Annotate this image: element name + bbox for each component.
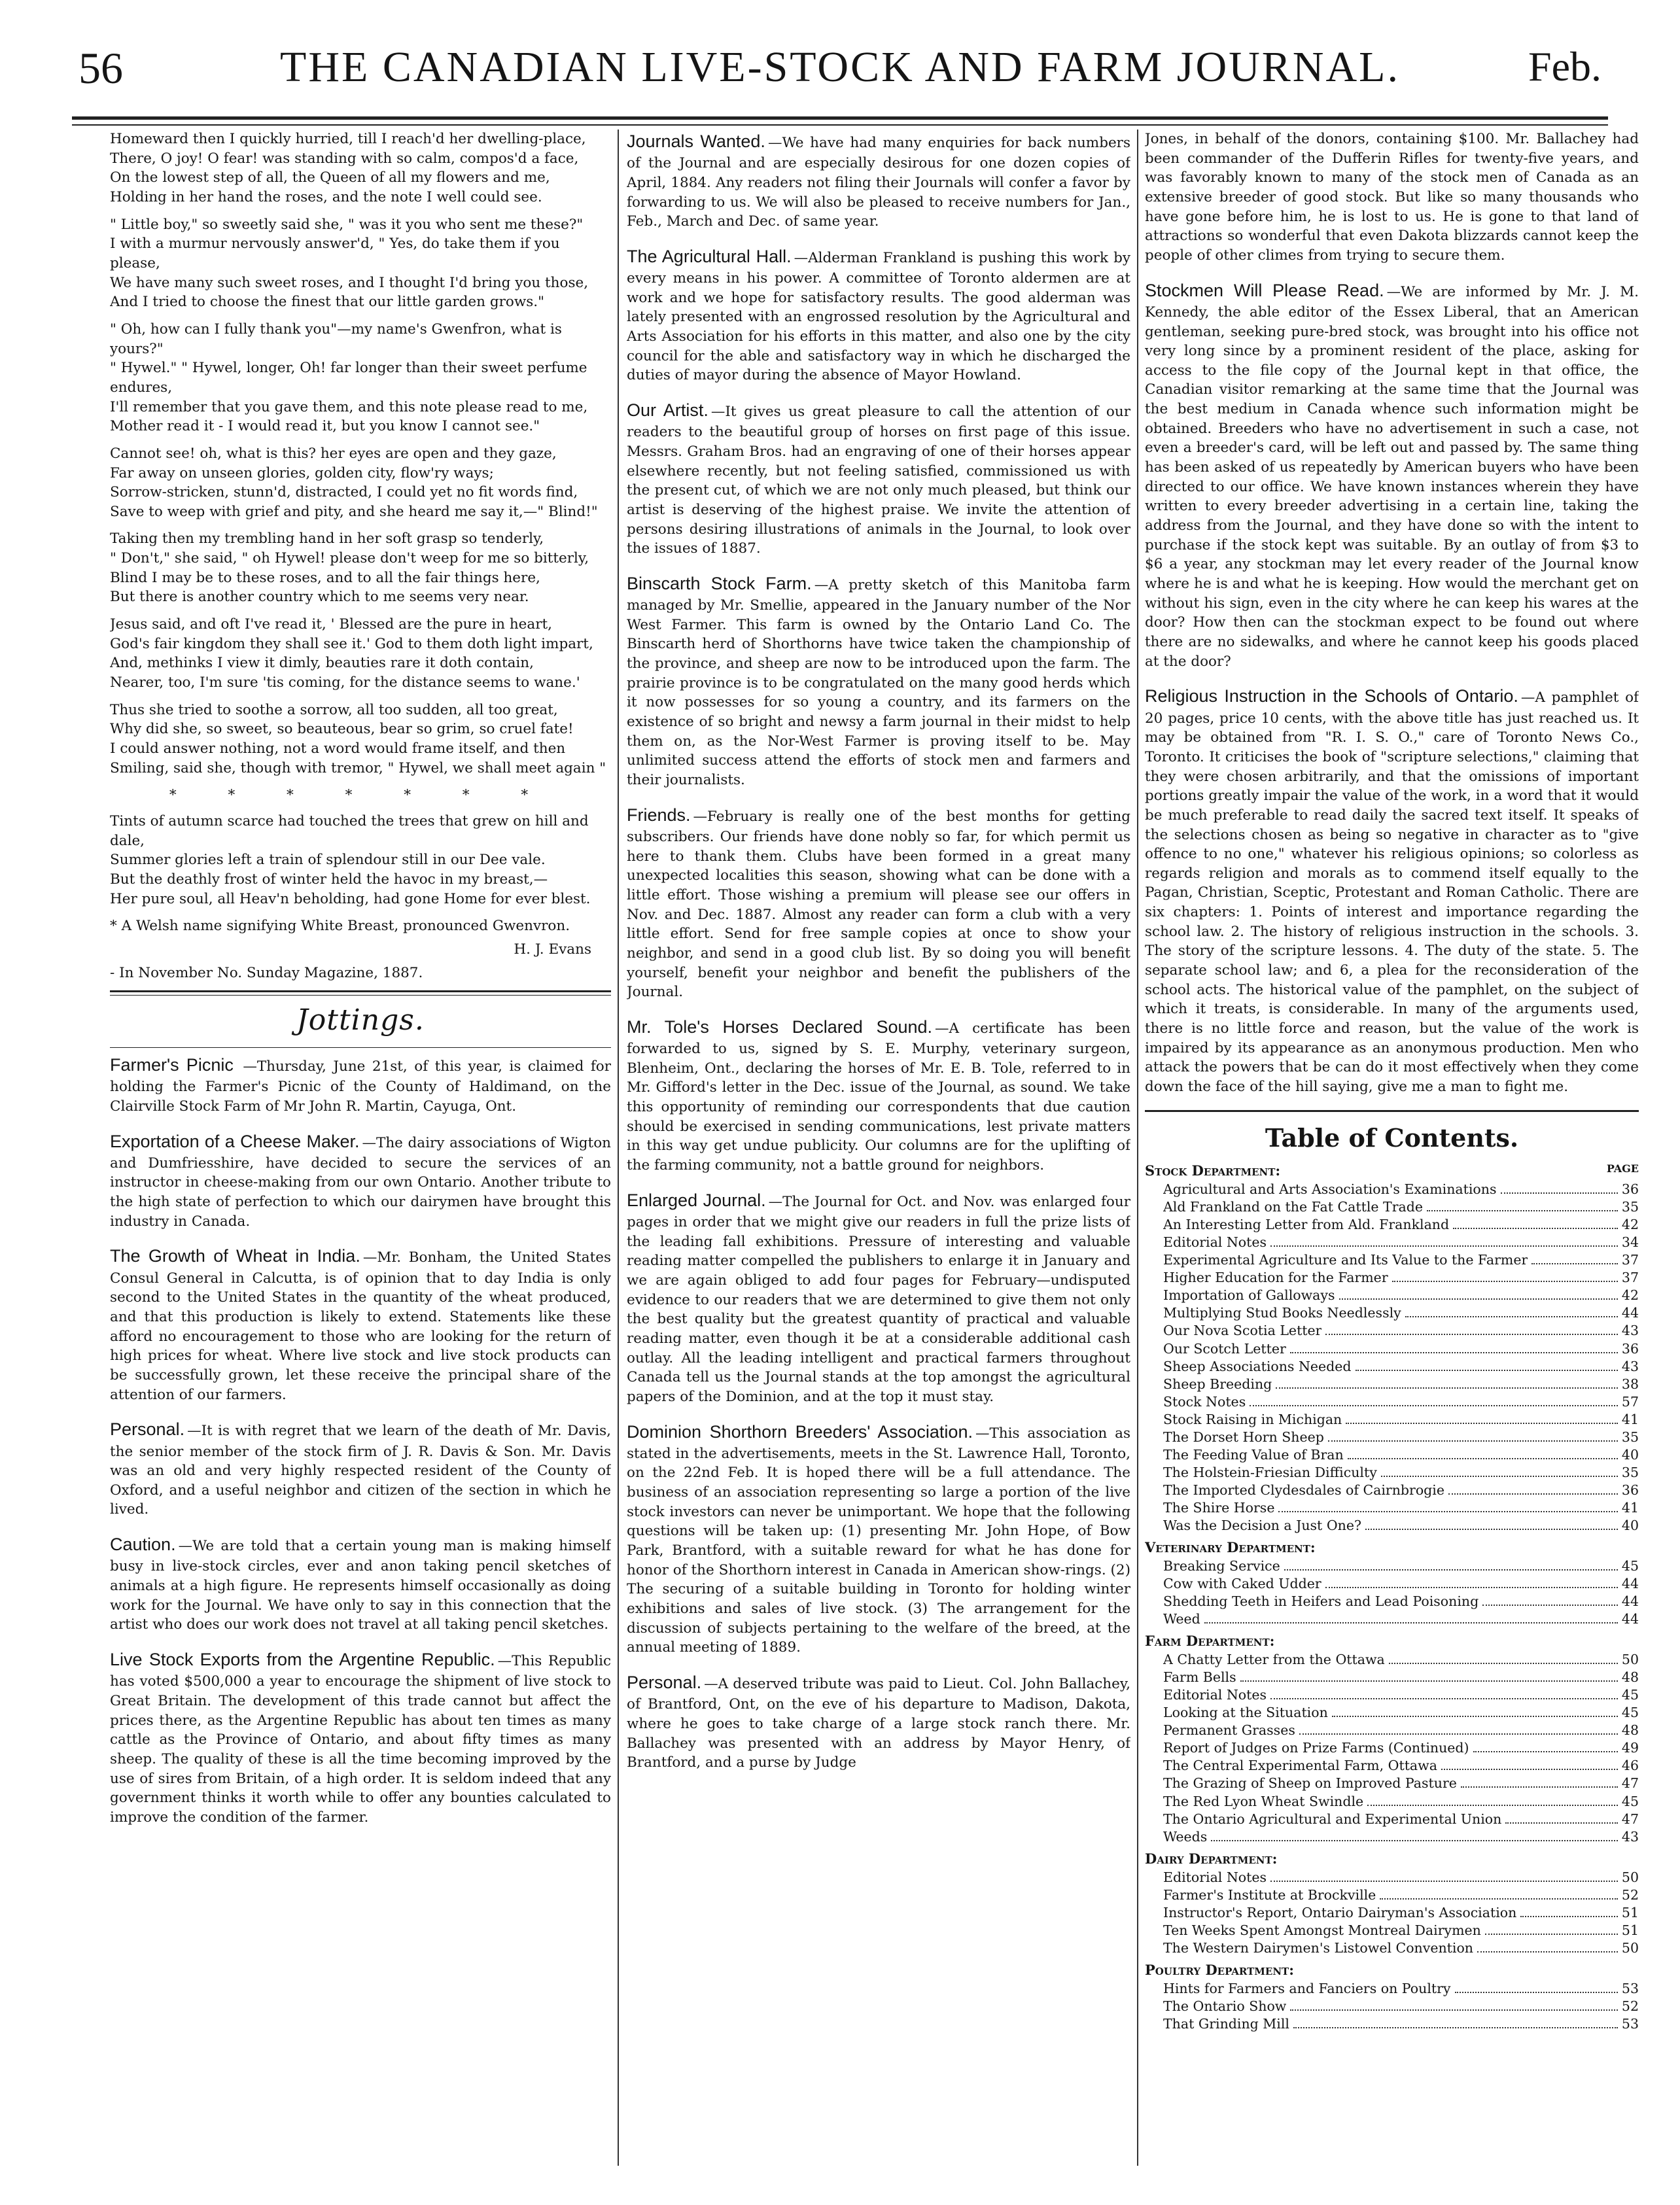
article [110,1533,611,1635]
toc-entry-page: 41 [1621,1411,1639,1427]
toc-entry-page: 48 [1621,1669,1639,1686]
toc-entry [1145,1886,1639,1904]
article [110,1417,611,1519]
article-continuation: Jones, in behalf of the donors, containing $100. Mr. Ballachey had been commander of the Dufferin Rifles for twenty-five years, and was favorably known to many of the stock men of Canada as an extensive breeder of good stock. But like so many thousands who have gone before him, he is lost to us. He is gone to that land of attractions so wonderful that even Dakota blizzards cannot keep the people of other climes from trying to secure them. [1145,131,1639,264]
toc-leader-dots [1427,1210,1618,1211]
toc-entry-page: 42 [1621,1287,1639,1304]
article-body: —A deserved tribute was paid to Lieut. Col. John Ballachey, of Brantford, Ont, on the eve of his departure to Madison, Dakota, where he goes to take charge of a large stock ranch there. Mr. Ballachey was presented with an address by Mayor Henry, of Brantford, and a purse by Judge [627,1676,1130,1771]
toc-entry-title: Our Nova Scotia Letter [1163,1323,1322,1339]
toc-entry [1145,1610,1639,1628]
toc-department-name: Stock Department: [1145,1162,1281,1179]
article-body: —A pamphlet of 20 pages, price 10 cents, with the above title has just reached us. It may be obtained from "R. I. S. O.," care of Toronto News Co., Toronto. It criticises the book of "scripture selections," claiming that they were chosen arbitrarily, and that the omissions of important portions greatly impair the value of the work, in a word that it would be much preferable to read daily the sacred text itself. It speaks of the selections chosen as being so negative in character as to "give offence to no one," whatever his religious opinions; so colorless as regards religion and morals as to commend itself equally to the Pagan, Christian, Sceptic, Protestant and Roman Catholic. There are six chapters: 1. Points of interest and importance regarding the school law. 2. The history of religious instruction in the schools. 3. The story of the scripture lessons. 4. The duty of the state. 5. The separate school law; and 6, a plea for the reconsideration of the school acts. The historical value of the pamphlet, on the subject of which it treats, is considerable. In many of the arguments used, there is no little force and reason, but the value of the work is impaired by its appearance as an anonymous production. Men who attack the powers that be can do it most effectively when they come down the face of the hill saying, give me a man to fight me. [1145,689,1639,1096]
article [627,1671,1130,1773]
toc-department [1145,1538,1639,1557]
article-body: —Thursday, June 21st, of this year, is claimed for holding the Farmer's Picnic of the County of Haldimand, on the Clairville Stock Farm of Mr John R. Martin, Cayuga, Ont. [110,1058,611,1115]
masthead-rule-thick [72,116,1608,120]
toc-entry-title: The Red Lyon Wheat Swindle [1163,1793,1364,1809]
toc-entry-page: 50 [1621,1869,1639,1885]
toc-entry-title: An Interesting Letter from Ald. Frankland [1163,1217,1450,1233]
toc-entry-title: The Shire Horse [1163,1499,1275,1516]
toc-entry-page: 50 [1621,1939,1639,1956]
toc-entry-title: Shedding Teeth in Heifers and Lead Poisoning [1163,1593,1479,1610]
article-body: —The dairy associations of Wigton and Dumfriesshire, have decided to secure the services of an instructor in cheese-making from our own Ontario. Another tribute to the high state of perfection to which our dairymen have brought this industry in Canada. [110,1134,611,1230]
article-heading: Mr. Tole's Horses Declared Sound. [627,1016,933,1037]
poem [110,130,611,982]
toc-entry-page: 38 [1621,1376,1639,1392]
toc-entry-page: 35 [1621,1429,1639,1445]
toc-leader-dots [1346,1423,1618,1424]
toc-entry [1145,1287,1639,1304]
section-rule [1145,1110,1639,1112]
article [627,803,1130,1002]
toc-entry [1145,1757,1639,1775]
article [110,1130,611,1232]
toc-entry [1145,1669,1639,1686]
jottings-heading: Jottings. [296,1003,425,1037]
toc-entry-page: 43 [1621,1358,1639,1374]
toc-leader-dots [1392,1281,1618,1282]
column-left [110,130,611,2179]
poem-footnote: * A Welsh name signifying White Breast, pronounced Gwenvron. [110,918,570,935]
article-body: —A pretty sketch of this Manitoba farm managed by Mr. Smellie, appeared in the January number of the Nor West Farmer. This farm is owned by the Ontario Land Co. The Binscarth herd of Shorthorns have twice taken the championship of the province, and sheep are now to be introduced upon the farm. The prairie province is to be congratulated on the many good herds which it now possesses for so young a country, and its farmers on the existence of so bright and newsy a farm journal in their midst to help them on, as the Nor-West Farmer is proving itself to be. May unlimited success attend the efforts of stock men and farmers and their journalists. [627,576,1130,789]
column-right [1145,130,1639,2179]
article-body: —This association as stated in the advertisements, meets in the St. Lawrence Hall, Toronto, on the 22nd Feb. It is hoped there will be a full attendance. The business of an association representing so large a portion of the live stock investors can never be unimportant. We hope that the following questions will be taken up: (1) presenting Mr. John Hope, of Bow Park, Brantford, with a suitable reward for what he has done for honor of the Shorthorn interest in Canada in American show-rings. (2) The securing of a suitable building in Toronto for holding winter exhibitions and sales of live stock. (3) The arrangement for the discussion of subjects pertaining to the welfare of the breed, at the annual meeting of 1889. [627,1425,1130,1656]
toc-entry [1145,1722,1639,1739]
toc-entry-title: Multiplying Stud Books Needlessly [1163,1305,1401,1321]
poem-signature: H. J. Evans [514,941,591,958]
middle-articles [627,130,1130,1773]
toc-leader-dots [1381,1476,1618,1477]
toc-entry-title: Stock Notes [1163,1393,1246,1410]
article-heading: Caution. [110,1535,176,1555]
right-articles [1145,279,1639,1097]
toc-entry-page: 44 [1621,1305,1639,1321]
toc-leader-dots [1290,1352,1618,1353]
toc-entry [1145,1939,1639,1957]
toc-entry-page: 45 [1621,1558,1639,1574]
toc-entry-page: 44 [1621,1576,1639,1592]
toc-entry-page: 47 [1621,1775,1639,1792]
table-of-contents [1145,1162,1639,2033]
toc-leader-dots [1485,1934,1618,1935]
jottings-articles [110,1053,611,1828]
toc-entry [1145,1793,1639,1811]
toc-department-name: Poultry Department: [1145,1961,1294,1978]
article-body: —We have had many enquiries for back numbers of the Journal and are especially desirous for one dozen copies of April, 1884. Any readers not filing their Journals will confer a favor by forwarding to us. We will also be pleased to receive numbers for Jan., Feb., March and Dec. of same year. [627,135,1130,230]
toc-department-name: Veterinary Department: [1145,1539,1316,1556]
section-break-stars: * * * * * * * [169,787,552,804]
toc-entry-page: 45 [1621,1705,1639,1721]
toc-leader-dots [1284,1569,1618,1571]
toc-entry [1145,1651,1639,1669]
toc-entry-page: 41 [1621,1499,1639,1516]
toc-entry [1145,1411,1639,1429]
toc-entry [1145,1980,1639,1998]
article [627,130,1130,232]
section-rule [110,1047,611,1048]
toc-entry [1145,1499,1639,1517]
toc-entry-title: The Holstein-Friesian Difficulty [1163,1464,1377,1480]
toc-leader-dots [1473,1751,1618,1752]
toc-leader-dots [1367,1805,1618,1806]
toc-entry-page: 35 [1621,1199,1639,1215]
toc-leader-dots [1348,1458,1618,1459]
toc-leader-dots [1325,1587,1618,1588]
toc-entry-title: Sheep Associations Needed [1163,1358,1352,1374]
toc-entry-title: Ald Frankland on the Fat Cattle Trade [1163,1199,1423,1215]
article-heading: Personal. [627,1673,702,1692]
toc-entry-page: 40 [1621,1446,1639,1463]
toc-entry [1145,1775,1639,1792]
toc-entry-page: 52 [1621,1886,1639,1903]
article-heading: Dominion Shorthorn Breeders' Association. [627,1421,973,1442]
article-heading: Our Artist. [627,400,709,421]
article [110,1053,611,1117]
article [110,1244,611,1404]
toc-leader-dots [1240,1680,1618,1682]
journal-title: THE CANADIAN LIVE-STOCK AND FARM JOURNAL. [280,43,1400,91]
toc-entry-page: 36 [1621,1482,1639,1498]
toc-leader-dots [1204,1622,1618,1623]
toc-leader-dots [1501,1192,1618,1194]
toc-entry-title: That Grinding Mill [1163,2015,1289,2032]
toc-entry [1145,1517,1639,1535]
toc-leader-dots [1461,1786,1618,1788]
toc-entry-page: 35 [1621,1464,1639,1480]
masthead-rule-thin [72,124,1608,126]
toc-entry [1145,1358,1639,1376]
toc-leader-dots [1332,1716,1618,1717]
toc-entry-title: The Dorset Horn Sheep [1163,1429,1324,1445]
toc-entry [1145,1998,1639,2015]
toc-department [1145,1632,1639,1651]
toc-entry [1145,1322,1639,1340]
article [627,1015,1130,1175]
page-number: 56 [79,43,123,93]
toc-leader-dots [1328,1440,1618,1442]
toc-entry [1145,1464,1639,1482]
toc-department [1145,1162,1639,1181]
toc-entry-title: Importation of Galloways [1163,1287,1335,1304]
toc-entry-page: 36 [1621,1181,1639,1198]
article-heading: The Agricultural Hall. [627,246,792,266]
article-body: —It is with regret that we learn of the death of Mr. Davis, the senior member of the stock firm of J. R. Davis & Son. Mr. Davis was an old and very highly respected resident of the County of Oxford, and a useful neighbor and citizen of the section in which he lived. [110,1423,611,1518]
toc-entry [1145,1686,1639,1704]
article [110,1648,611,1828]
article [627,1189,1130,1407]
article [627,398,1130,559]
toc-entry-page: 37 [1621,1252,1639,1268]
toc-entry [1145,1251,1639,1269]
toc-entry-page: 46 [1621,1758,1639,1774]
column-divider [1137,130,1138,2166]
toc-entry-page: 44 [1621,1593,1639,1610]
toc-leader-dots [1293,2027,1618,2028]
toc-leader-dots [1380,1898,1618,1900]
toc-department-name: Dairy Department: [1145,1850,1278,1867]
toc-entry [1145,1429,1639,1446]
toc-leader-dots [1477,1951,1618,1953]
article-heading: Religious Instruction in the Schools of Ontario. [1145,686,1518,706]
toc-entry-page: 48 [1621,1722,1639,1739]
toc-department-name: Farm Department: [1145,1633,1275,1650]
article-body: —The Journal for Oct. and Nov. was enlarged four pages in order that we might give our readers in full the prize lists of the leading fall exhibitions. Pressure of interesting and valuable reading matter compelled the publishers to enlarge it in January and we are again obliged to add four pages for February—undisputed evidence to our readers that we are determined to give them not only the best quality but the greatest quantity of practical and valuable reading matter, even though it be at a considerable additional cash outlay. All the leading intelligent and practical farmers throughout Canada tell us the Journal stands at the top amongst the agricultural papers of the Dominion, and at the top it must stay. [627,1193,1130,1405]
toc-entry-page: 45 [1621,1687,1639,1703]
toc-leader-dots [1365,1529,1618,1530]
toc-entry-title: The Ontario Show [1163,1998,1287,2014]
toc-title: Table of Contents. [1265,1122,1519,1153]
toc-leader-dots [1278,1511,1617,1512]
toc-entry-page: 44 [1621,1611,1639,1627]
article [627,572,1130,790]
toc-entry [1145,1739,1639,1757]
toc-entry-page: 49 [1621,1740,1639,1756]
toc-leader-dots [1325,1334,1617,1335]
toc-entry-title: Was the Decision a Just One? [1163,1517,1361,1533]
article-heading: Enlarged Journal. [627,1190,766,1210]
toc-entry [1145,1704,1639,1722]
toc-entry-page: 40 [1621,1517,1639,1533]
toc-entry [1145,1593,1639,1610]
toc-entry [1145,1482,1639,1499]
toc-entry-page: 53 [1621,2015,1639,2032]
article-body: —This Republic has voted $500,000 a year to encourage the shipment of live stock to Great Britain. The development of this trade cannot but affect the prices there, as the Argentine Republic has about ten times as many cattle as the Province of Ontario, and about fifty times as many sheep. The quality of these is all the time becoming improved by the use of sires from Britain, of a high order. It is seldom indeed that any government thinks it worth while to offer any bounties calculated to improve the condition of the farmer. [110,1653,611,1826]
article [627,245,1130,385]
poem-stanza: Tints of autumn scarce had touched the trees that grew on hill and dale, Summer glories left a train of splendour still in our Dee vale. But the deathly frost of winter held the havoc in my breast,— Her pure soul, all Heav'n beholding, had gone Home for ever blest. [110,813,591,907]
toc-department [1145,1850,1639,1869]
toc-entry-title: Agricultural and Arts Association's Examinations [1163,1181,1497,1198]
toc-entry-page: 57 [1621,1393,1639,1410]
toc-leader-dots [1441,1769,1618,1770]
toc-entry-title: The Central Experimental Farm, Ottawa [1163,1758,1437,1774]
toc-leader-dots [1482,1605,1618,1606]
toc-entry-page: 51 [1621,1904,1639,1920]
poem-stanza: " Little boy," so sweetly said she, " was it you who sent me these?" I with a murmur nervously answer'd, " Yes, do take them if you please, We have many such sweet roses, and I thought I'd bring you those, And I tried to choose the finest that our little garden grows." [110,216,589,311]
toc-entry-title: Farmer's Institute at Brockville [1163,1886,1376,1903]
toc-entry-title: The Imported Clydesdales of Cairnbrogie [1163,1482,1444,1498]
poem-stanza: Thus she tried to soothe a sorrow, all too sudden, all too great, Why did she, so sweet, so beauteous, bear so grim, so cruel fate! I could answer nothing, not a word would frame itself, and then Smiling, said she, though with tremor, " Hywel, we shall meet again " [110,701,606,776]
toc-department [1145,1961,1639,1980]
toc-leader-dots [1276,1387,1618,1389]
toc-leader-dots [1389,1663,1618,1664]
toc-entry [1145,1393,1639,1411]
article-body: —February is really one of the best months for getting subscribers. Our friends have done nobly so far, for which permit us here to thank them. Clubs have been formed in a great many unexpected localities this season, showing what can be done with a little effort. Those wishing a premium will please see our offers in Nov. and Dec. 1887. Almost any reader can form a club with a very little effort. Send for free sample copies at once to show your neighbor, and send in a good club list. By so doing you will benefit yourself, benefit your neighbor and benefit the publishers of the Journal. [627,808,1130,1001]
poem-stanza: " Oh, how can I fully thank you"—my name's Gwenfron, what is yours?" " Hywel." " Hywel, longer, Oh! far longer than their sweet perfume endures, I'll remember that you gave them, and this note please read to me, Mother read it - I would read it, but you know I cannot see." [110,321,588,435]
toc-leader-dots [1520,1916,1618,1917]
issue-month: Feb. [1528,43,1601,90]
toc-entry-title: Ten Weeks Spent Amongst Montreal Dairymen [1163,1922,1481,1938]
poem-stanza: Taking then my trembling hand in her soft grasp so tenderly, " Don't," she said, " oh Hywel! please don't weep for me so bitterly, Blind I may be to these roses, and to all the fair things here, But there is another country which to me seems very near. [110,530,589,606]
toc-entry [1145,1869,1639,1886]
toc-entry-page: 42 [1621,1217,1639,1233]
toc-entry [1145,1811,1639,1828]
toc-leader-dots [1505,1822,1618,1824]
toc-entry-title: Weeds [1163,1828,1208,1845]
toc-entry-title: Editorial Notes [1163,1869,1267,1885]
article-heading: Journals Wanted. [627,131,765,151]
toc-entry [1145,1269,1639,1287]
toc-entry [1145,1557,1639,1575]
toc-entry-page: 53 [1621,1980,1639,1996]
article-body: —We are told that a certain young man is making himself busy in live-stock circles, ever and anon taking pencil sketches of animals at a high figure. He represents himself occasionally as doing work for the Journal. We have only to say in this connection that the artist who does our work does not travel at all taking pencil sketches. [110,1538,611,1633]
toc-entry-title: Sheep Breeding [1163,1376,1272,1392]
toc-entry-title: Looking at the Situation [1163,1705,1328,1721]
toc-entry-page: 51 [1621,1922,1639,1938]
article-heading: Friends. [627,805,691,825]
toc-entry [1145,1198,1639,1216]
toc-page-header: PAGE [1606,1162,1639,1175]
toc-entry-title: Editorial Notes [1163,1234,1267,1251]
toc-entry-title: Permanent Grasses [1163,1722,1295,1739]
toc-entry-title: The Western Dairymen's Listowel Convention [1163,1939,1474,1956]
toc-entry-title: Our Scotch Letter [1163,1340,1286,1357]
toc-entry-title: The Feeding Value of Bran [1163,1446,1344,1463]
toc-entry-page: 45 [1621,1793,1639,1809]
masthead [72,36,1608,114]
poem-stanza: Cannot see! oh, what is this? her eyes are open and they gaze, Far away on unseen glories, golden city, flow'ry ways; Sorrow-stricken, stunn'd, distracted, I could yet no fit words find, Save to weep with grief and pity, and she heard me say it,—" Blind!" [110,445,598,520]
toc-leader-dots [1453,1228,1618,1229]
toc-entry-page: 50 [1621,1652,1639,1668]
toc-entry [1145,1181,1639,1198]
column-middle [627,130,1130,2179]
toc-leader-dots [1339,1298,1618,1300]
toc-entry-title: Higher Education for the Farmer [1163,1270,1388,1286]
section-rule [110,995,611,996]
toc-entry-title: A Chatty Letter from the Ottawa [1163,1652,1385,1668]
toc-entry-title: The Grazing of Sheep on Improved Pasture [1163,1775,1457,1792]
toc-entry [1145,1828,1639,1846]
toc-leader-dots [1299,1733,1618,1735]
article-heading: Personal. [110,1419,185,1440]
poem-source: - In November No. Sunday Magazine, 1887. [110,964,423,981]
article-heading: The Growth of Wheat in India. [110,1246,360,1266]
article-body: —Alderman Frankland is pushing this work by every means in his power. A committee of Toronto aldermen are at work and we hope for satisfactory results. The good alderman was lately presented with an engrossed resolution by the Agricultural and Arts Association for his efforts in this matter, and also one by the city council for the able and satisfactory way in which he discharged the duties of mayor during the absence of Mayor Howland. [627,249,1130,384]
toc-entry-page: 43 [1621,1828,1639,1845]
toc-entry-page: 34 [1621,1234,1639,1251]
toc-entry [1145,1922,1639,1939]
toc-entry [1145,1216,1639,1234]
toc-entry-page: 43 [1621,1323,1639,1339]
toc-leader-dots [1455,1992,1618,1993]
toc-entry-title: Weed [1163,1611,1200,1627]
toc-entry-title: Cow with Caked Udder [1163,1576,1321,1592]
toc-entry-page: 37 [1621,1270,1639,1286]
toc-leader-dots [1270,1245,1618,1247]
toc-entry-page: 47 [1621,1811,1639,1827]
article [1145,684,1639,1096]
toc-entry [1145,1234,1639,1251]
toc-entry-page: 36 [1621,1340,1639,1357]
toc-entry-title: Breaking Service [1163,1558,1280,1574]
article-heading: Stockmen Will Please Read. [1145,280,1384,300]
toc-entry [1145,1904,1639,1922]
article-body: —Mr. Bonham, the United States Consul General in Calcutta, is of opinion that to day India is only second to the United States in the quantity of the wheat produced, and that this production is likely to extend. Statements like these afford no encouragement to those who are looking for the return of high prices for wheat. Where live stock and live stock products can be successfully grown, let these receive the principal share of the attention of our farmers. [110,1249,611,1403]
toc-leader-dots [1290,2009,1618,2011]
section-rule [110,990,611,992]
toc-entry [1145,1376,1639,1393]
toc-entry [1145,1446,1639,1464]
toc-leader-dots [1270,1881,1618,1882]
toc-leader-dots [1356,1370,1618,1371]
toc-leader-dots [1531,1263,1618,1264]
toc-entry [1145,1575,1639,1593]
article [1145,279,1639,672]
toc-leader-dots [1250,1405,1618,1406]
toc-entry-title: Editorial Notes [1163,1687,1267,1703]
toc-leader-dots [1405,1316,1618,1317]
article-body: —We are informed by Mr. J. M. Kennedy, the able editor of the Essex Liberal, that an American gentleman, seeking pure-bred stock, was brought into his office not very long since by a prominent resident of the place, asking for access to the file copy of the Journal kept in that office, the Canadian visitor remarking at the same time that the Journal was the best medium in Canada whence such information might be obtained. Breeders who have no advertisement in such a case, not even a breeder's card, will be left out and passed by. The same thing has been asked of us repeatedly by American buyers who have been directed to our office. We have known instances wherein they have written to every breeder advertising in a certain line, taking the address from the Journal, and they have done so with the intent to purchase if the stock kept was suitable. By an outlay of from $3 to $6 a year, any stockman may let every reader of the Journal know where he is and what he is keeping. How would the merchant get on without his sign, even in the city where he can keep his wares at the door? How then can the stockman expect to be found out where there are no sidewalks, and where he cannot keep his goods placed at the door? [1145,283,1639,670]
article [627,1420,1130,1658]
poem-stanza: Jesus said, and oft I've read it, ' Blessed are the pure in heart, God's fair kingdom they shall see it.' God to them doth light impart, And, methinks I view it dimly, beauties rare it doth contain, Nearer, too, I'm sure 'tis coming, for the distance seems to wane.' [110,616,593,691]
toc-entry [1145,1340,1639,1358]
toc-entry-title: Stock Raising in Michigan [1163,1411,1342,1427]
toc-entry-title: Report of Judges on Prize Farms (Continued) [1163,1740,1469,1756]
toc-entry-title: Instructor's Report, Ontario Dairyman's Association [1163,1904,1517,1920]
article-heading: Live Stock Exports from the Argentine Republic. [110,1650,495,1669]
column-divider [618,130,619,2166]
toc-entry-title: Farm Bells [1163,1669,1236,1686]
toc-entry [1145,2015,1639,2033]
toc-entry-title: Hints for Farmers and Fanciers on Poultry [1163,1980,1451,1996]
article-heading: Farmer's Picnic [110,1054,234,1075]
article-heading: Binscarth Stock Farm. [627,573,812,593]
toc-entry-title: The Ontario Agricultural and Experimental Union [1163,1811,1502,1827]
toc-leader-dots [1270,1698,1618,1699]
toc-leader-dots [1211,1840,1618,1841]
poem-stanza: Homeward then I quickly hurried, till I reach'd her dwelling-place, There, O joy! O fear! was standing with so calm, compos'd a face, On the lowest step of all, the Queen of all my flowers and me, Holding in her hand the roses, and the note I well could see. [110,131,586,205]
article-body: —A certificate has been forwarded to us, signed by S. E. Murphy, veterinary surgeon, Blenheim, Ont., declaring the horses of Mr. E. B. Tole, referred to in Mr. Gifford's letter in the Dec. issue of the Journal, as sound. We take this opportunity of reminding our correspondents that due caution should be exercised in sending communications, lest private matters in this way get undue publicity. Our columns are for the uplifting of the farming community, not a battle ground for neighbors. [627,1020,1130,1174]
article-heading: Exportation of a Cheese Maker. [110,1131,360,1151]
toc-entry-title: Experimental Agriculture and Its Value to the Farmer [1163,1252,1528,1268]
article-body: —It gives us great pleasure to call the attention of our readers to the beautiful group of horses on first page of this issue. Messrs. Graham Bros. had an engraving of one of their horses appear elsewhere recently, but not feeling satisfied, commissioned us with the present cut, of which we are not only much pleased, but think our artist is deserving of the highest praise. We invite the attention of persons desiring illustrations of animals in the Journal, to look over the issues of 1887. [627,404,1130,557]
toc-entry [1145,1304,1639,1322]
toc-leader-dots [1448,1493,1618,1495]
toc-entry-page: 52 [1621,1998,1639,2014]
